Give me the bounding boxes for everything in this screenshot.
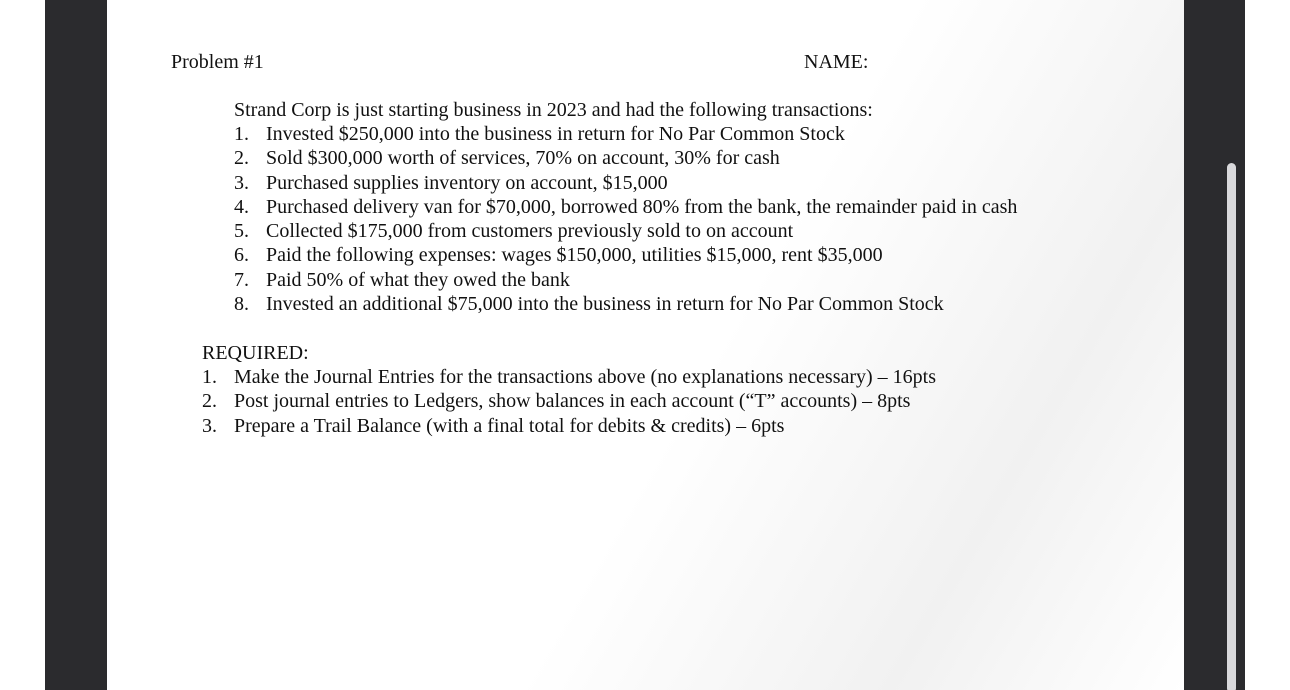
left-margin-bar xyxy=(45,0,107,690)
list-item: 1. Make the Journal Entries for the transactions above (no explanations necessary) – 16pts xyxy=(202,366,937,388)
list-item: 7. Paid 50% of what they owed the bank xyxy=(234,268,570,291)
list-item: 3. Purchased supplies inventory on account, $15,000 xyxy=(234,171,668,194)
list-item: 3. Prepare a Trail Balance (with a final total for debits & credits) – 6pts xyxy=(202,414,785,437)
problem-label: Problem #1 xyxy=(171,51,264,73)
list-item: 5. Collected $175,000 from customers previously sold to on account xyxy=(234,220,794,243)
list-item: 6. Paid the following expenses: wages $150,000, utilities $15,000, rent $35,000 xyxy=(234,244,883,267)
required-list xyxy=(202,365,936,438)
list-item: 4. Purchased delivery van for $70,000, borrowed 80% from the bank, the remainder paid in cash xyxy=(234,195,1018,218)
list-item: 2. Post journal entries to Ledgers, show balances in each account (“T” accounts) – 8pts xyxy=(202,390,911,413)
transaction-list xyxy=(234,122,1017,316)
name-label: NAME: xyxy=(804,51,869,73)
list-item: 2. Sold $300,000 worth of services, 70% on account, 30% for cash xyxy=(234,147,780,170)
intro-text: Strand Corp is just starting business in 2023 and had the following transactions: xyxy=(234,99,873,121)
required-heading: REQUIRED: xyxy=(202,342,309,364)
list-item: 8. Invested an additional $75,000 into the business in return for No Par Common Stock xyxy=(234,293,944,316)
scrollbar-thumb[interactable] xyxy=(1227,163,1236,690)
list-item: 1. Invested $250,000 into the business in return for No Par Common Stock xyxy=(234,123,845,145)
